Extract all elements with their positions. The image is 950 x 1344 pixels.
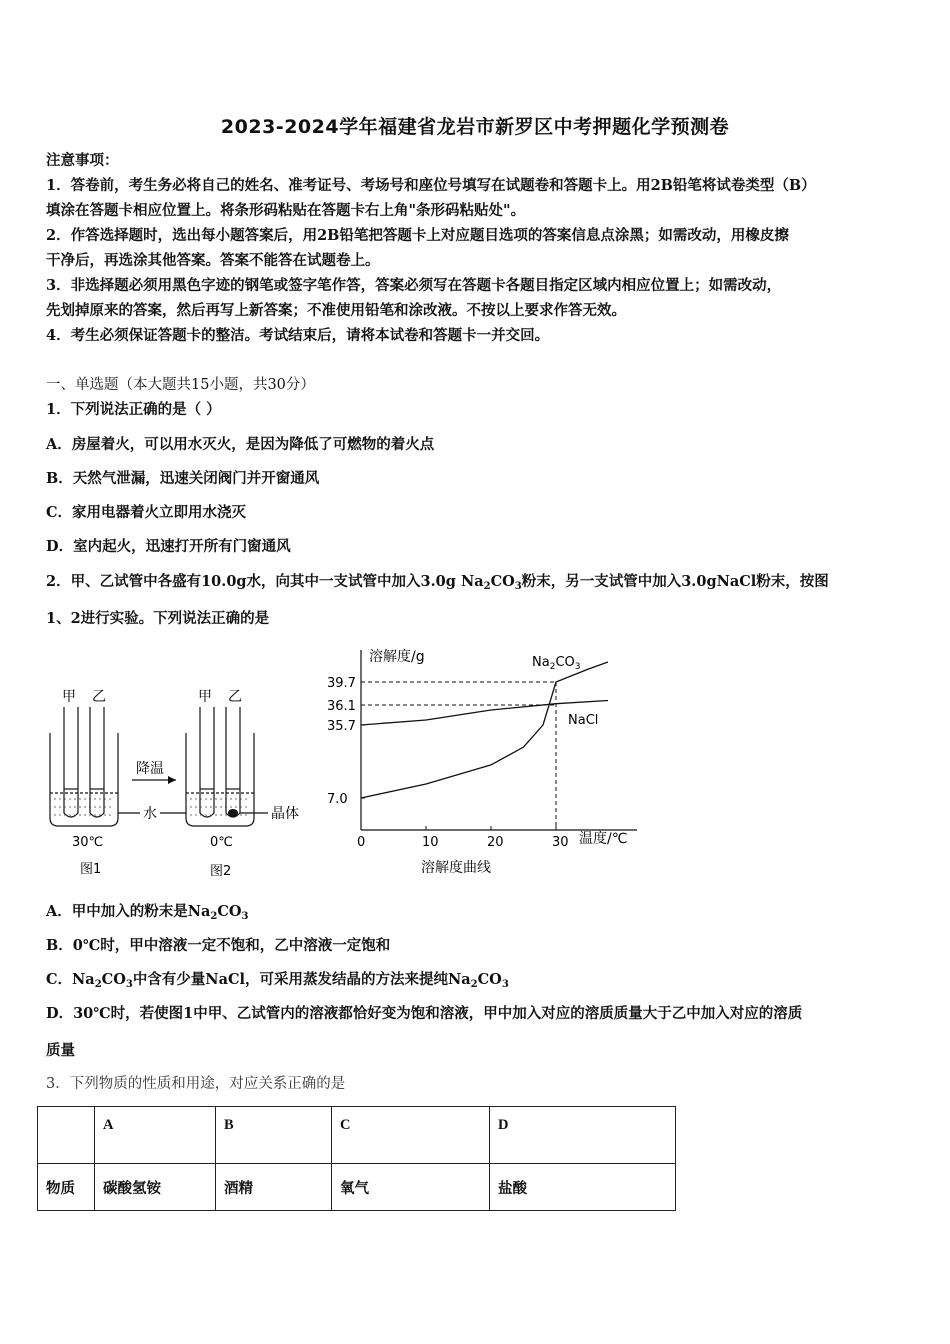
q2-option-d: D．30℃时，若使图1中甲、乙试管内的溶液都恰好变为饱和溶液，甲中加入对应的溶质质量大于乙中加入对应的溶质 (46, 1005, 803, 1022)
q2-option-c: C．$Na_2CO_3$中含有少量NaCl，可采用蒸发结晶的方法来提纯$Na_2CO_3$ (46, 971, 509, 990)
q2-option-d-cont: 质量 (46, 1042, 75, 1059)
q2-stem: 2．甲、乙试管中各盛有10.0g水，向其中一支试管中加入3.0g $Na_2CO_3$粉末，另一支试管中加入3.0gNaCl粉末，按图 (46, 573, 829, 592)
table-cell (38, 1107, 95, 1164)
label-temp-2: 0℃ (210, 835, 233, 850)
x-tick-label: 10 (422, 835, 439, 850)
label-yi-2: 乙 (228, 689, 242, 705)
table-cell: 酒精 (216, 1164, 332, 1211)
x-axis-label: 温度/℃ (579, 831, 628, 847)
table-cell: 盐酸 (490, 1164, 676, 1211)
page-title: 2023-2024学年福建省龙岩市新罗区中考押题化学预测卷 (220, 116, 730, 138)
table-row (38, 1164, 676, 1211)
label-crystal: 晶体 (271, 806, 299, 822)
x-tick-label: 30 (552, 835, 569, 850)
notice-heading: 注意事项： (46, 152, 119, 169)
q3-table (37, 1106, 676, 1211)
section-heading: 一、单选题（本大题共15小题，共30分） (46, 377, 315, 393)
table-cell: 碳酸氢铵 (95, 1164, 216, 1211)
solubility-chart (325, 640, 655, 885)
y-tick-label: 39.7 (327, 676, 356, 691)
notice-line: 1．答卷前，考生务必将自己的姓名、准考证号、考场号和座位号填写在试题卷和答题卡上。用2B铅笔将试卷类型（B） (46, 177, 816, 194)
q1-option-a: A．房屋着火，可以用水灭火，是因为降低了可燃物的着火点 (46, 436, 435, 453)
table-cell: C (332, 1107, 490, 1164)
crystal-mark (228, 809, 238, 817)
label-jia-1: 甲 (62, 689, 76, 705)
chart-title: 溶解度曲线 (421, 860, 491, 876)
q1-stem: 1．下列说法正确的是（ ） (46, 401, 221, 418)
experiment-figure (40, 685, 320, 885)
table-cell: D (490, 1107, 676, 1164)
y-tick-label: 35.7 (327, 719, 356, 734)
notice-line: 干净后，再选涂其他答案。答案不能答在试题卷上。 (46, 252, 380, 269)
label-fig-2: 图2 (210, 864, 232, 879)
table-cell: 氧气 (332, 1164, 490, 1211)
table-row (38, 1107, 676, 1164)
q2-option-b: B．0℃时，甲中溶液一定不饱和，乙中溶液一定饱和 (46, 937, 391, 954)
x-tick-label: 20 (487, 835, 504, 850)
label-water: 水 (143, 806, 157, 822)
label-yi-1: 乙 (92, 689, 106, 705)
notice-line: 填涂在答题卡相应位置上。将条形码粘贴在答题卡右上角"条形码粘贴处"。 (46, 202, 526, 219)
x-tick-label: 0 (357, 835, 366, 850)
label-cooling: 降温 (136, 761, 164, 777)
y-axis-label: 溶解度/g (369, 649, 425, 665)
label-temp-1: 30℃ (72, 835, 104, 850)
q2-option-a: A．甲中加入的粉末是$Na_2CO_3$ (46, 903, 249, 922)
notice-line: 2．作答选择题时，选出每小题答案后，用2B铅笔把答题卡上对应题目选项的答案信息点涂黑；如需改动，用橡皮擦 (46, 227, 789, 244)
table-cell: 物质 (38, 1164, 95, 1211)
label-jia-2: 甲 (198, 689, 212, 705)
table-cell: B (216, 1107, 332, 1164)
q2-stem-cont: 1、2进行实验。下列说法正确的是 (46, 610, 270, 627)
series-label-na2co3: $Na_2CO_3$ (532, 655, 581, 672)
notice-line: 4．考生必须保证答题卡的整洁。考试结束后，请将本试卷和答题卡一并交回。 (46, 327, 550, 344)
label-fig-1: 图1 (80, 862, 102, 877)
notice-line: 3．非选择题必须用黑色字迹的钢笔或签字笔作答，答案必须写在答题卡各题目指定区域内相应位置上；如需改动， (46, 277, 782, 294)
series-label-nacl: NaCl (568, 713, 599, 728)
y-tick-label: 36.1 (327, 699, 356, 714)
y-tick-label: 7.0 (327, 792, 348, 807)
q3-stem: 3．下列物质的性质和用途，对应关系正确的是 (46, 1076, 346, 1092)
q1-option-c: C．家用电器着火立即用水浇灭 (46, 504, 247, 521)
q1-option-d: D．室内起火，迅速打开所有门窗通风 (46, 538, 291, 555)
table-cell: A (95, 1107, 216, 1164)
q1-option-b: B．天然气泄漏，迅速关闭阀门并开窗通风 (46, 470, 320, 487)
notice-line: 先划掉原来的答案，然后再写上新答案；不准使用铅笔和涂改液。不按以上要求作答无效。 (46, 302, 626, 319)
